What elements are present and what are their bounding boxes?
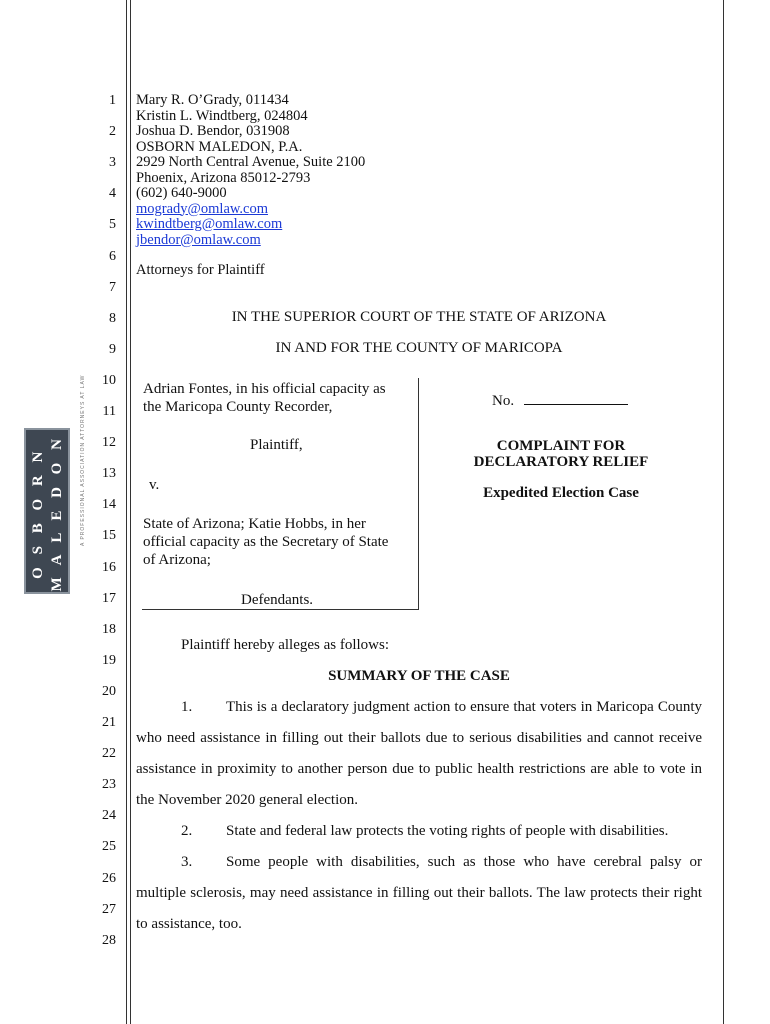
section-heading: SUMMARY OF THE CASE <box>328 668 510 684</box>
paragraph-text: This is a declaratory judgment action to ensure that voters in Maricopa County who need assistance in filling out their ballots due to serious disabilities and cannot receive assistance in proximity to another person due to public health restrictions are able to vote in the November 2020 general election. <box>136 699 702 808</box>
left-margin-rule-inner <box>130 0 131 1024</box>
line-number: 26 <box>102 870 116 886</box>
line-number: 20 <box>102 683 116 699</box>
plaintiff-line: Adrian Fontes, in his official capacity as <box>143 381 386 397</box>
address-line: Phoenix, Arizona 85012-2793 <box>136 169 311 186</box>
attorney-line: Kristin L. Windtberg, 024804 <box>136 107 308 124</box>
line-number: 14 <box>102 497 116 513</box>
attorney-block <box>136 93 365 248</box>
defendant-line: official capacity as the Secretary of State <box>143 534 389 550</box>
court-name: IN THE SUPERIOR COURT OF THE STATE OF ARIZONA <box>231 309 607 325</box>
attorneys-for-plaintiff: Attorneys for Plaintiff <box>136 262 265 278</box>
document-title-line: COMPLAINT FOR <box>496 438 626 454</box>
line-number: 8 <box>109 310 116 326</box>
court-county: IN AND FOR THE COUNTY OF MARICOPA <box>275 340 563 356</box>
line-number: 22 <box>102 746 116 762</box>
case-number-blank <box>524 392 628 405</box>
logo-tagline: A PROFESSIONAL ASSOCIATION ATTORNEYS AT LAW <box>80 374 86 546</box>
paragraph-number: 1. <box>181 699 193 715</box>
defendant-name <box>143 515 388 569</box>
logo-line2: M A L E D O N <box>49 434 65 592</box>
line-number: 2 <box>109 124 116 140</box>
line-number: 16 <box>102 559 116 575</box>
line-number: 9 <box>109 341 116 357</box>
plaintiff-name <box>143 380 386 416</box>
line-number: 28 <box>102 932 116 948</box>
right-margin-rule <box>723 0 724 1024</box>
firm-logo <box>24 428 70 594</box>
intro-line: Plaintiff hereby alleges as follows: <box>181 637 390 653</box>
line-number: 10 <box>102 372 116 388</box>
firm-name: OSBORN MALEDON, P.A. <box>136 138 303 155</box>
line-number: 12 <box>102 435 116 451</box>
line-number: 17 <box>102 590 116 606</box>
address-line: 2929 North Central Avenue, Suite 2100 <box>136 154 366 170</box>
defendant-line: of Arizona; <box>143 552 211 568</box>
line-number: 27 <box>102 901 116 917</box>
line-number: 7 <box>109 279 116 295</box>
logo-line1: O S B O R N <box>30 447 46 579</box>
versus: v. <box>149 477 160 493</box>
line-number: 11 <box>102 404 116 419</box>
attorney-line: Joshua D. Bendor, 031908 <box>136 123 290 139</box>
line-number: 18 <box>102 621 116 637</box>
document-title <box>422 438 700 470</box>
line-number: 5 <box>109 217 116 233</box>
line-number: 25 <box>102 839 116 855</box>
phone: (602) 640-9000 <box>136 185 227 201</box>
paragraph <box>136 847 702 940</box>
line-number: 3 <box>109 155 116 171</box>
email-link[interactable]: kwindtberg@omlaw.com <box>136 216 283 232</box>
paragraph <box>136 816 702 847</box>
line-number: 24 <box>102 808 116 824</box>
line-number: 13 <box>102 466 116 482</box>
line-number: 19 <box>102 652 116 668</box>
document-title-line: DECLARATORY RELIEF <box>473 454 649 470</box>
attorney-line: Mary R. O’Grady, 011434 <box>136 92 289 108</box>
left-margin-rule <box>126 0 127 1024</box>
plaintiff-label: Plaintiff, <box>250 437 303 453</box>
plaintiff-line: the Maricopa County Recorder, <box>143 399 333 415</box>
paragraph-text: State and federal law protects the voting rights of people with disabilities. <box>226 823 669 839</box>
document-subtitle: Expedited Election Case <box>483 485 639 501</box>
paragraph-text: Some people with disabilities, such as those who have cerebral palsy or multiple sclerosis, may need assistance in filling out their ballots. The law protects their right to assistance, too. <box>136 854 702 932</box>
case-number-label: No. <box>492 393 515 409</box>
paragraph <box>136 692 702 816</box>
case-number <box>492 392 628 410</box>
paragraph-number: 2. <box>181 823 193 839</box>
line-number: 21 <box>102 715 116 730</box>
line-number: 15 <box>102 528 116 544</box>
line-number: 4 <box>109 186 116 202</box>
defendant-label: Defendants. <box>241 592 314 608</box>
paragraph-number: 3. <box>181 854 193 870</box>
line-number: 23 <box>102 777 116 793</box>
email-link[interactable]: mogrady@omlaw.com <box>136 200 269 217</box>
defendant-line: State of Arizona; Katie Hobbs, in her <box>143 516 366 532</box>
line-number: 1 <box>109 93 116 108</box>
line-number: 6 <box>109 248 116 264</box>
email-link[interactable]: jbendor@omlaw.com <box>136 231 261 248</box>
